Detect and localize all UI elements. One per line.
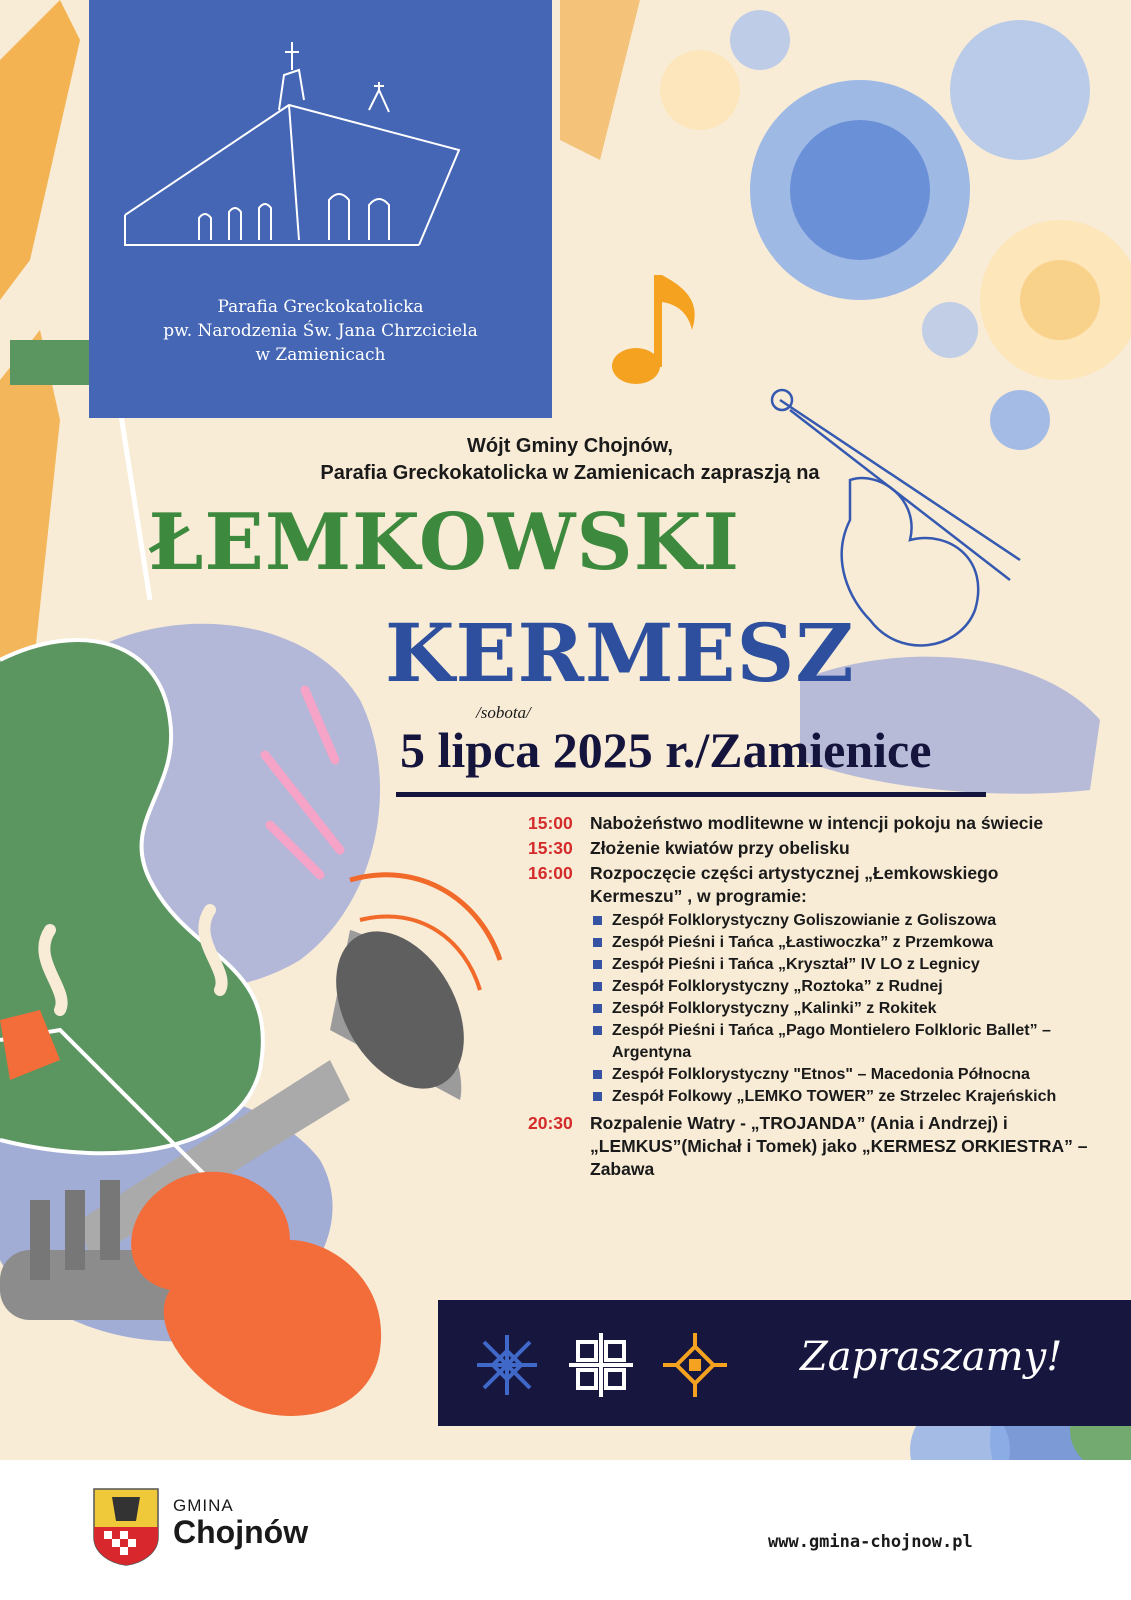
program-item <box>528 862 1088 908</box>
event-day: /sobota/ <box>476 703 531 722</box>
band-name: Zespół Pieśni i Tańca „Pago Montielero Folkloric Ballet” – Argentyna <box>612 1022 1051 1061</box>
gmina-name: Chojnów <box>173 1514 309 1550</box>
band-item <box>593 998 1088 1020</box>
band-name: Zespół Folklorystyczny „Roztoka” z Rudnej <box>612 978 943 995</box>
invitation-banner <box>438 1300 1131 1426</box>
band-name: Zespół Folklorystyczny „Kalinki” z Rokitek <box>612 1000 937 1017</box>
event-date: 5 lipca 2025 r./Zamienice <box>400 722 932 778</box>
square-bullet-icon <box>593 916 602 925</box>
square-bullet-icon <box>593 938 602 947</box>
flowers-top-right <box>660 10 1131 450</box>
website-link[interactable]: www.gmina-chojnow.pl <box>768 1532 973 1552</box>
band-item <box>593 932 1088 954</box>
parish-box <box>89 0 552 418</box>
band-name: Zespół Pieśni i Tańca „Kryształ” IV LO z Legnicy <box>612 956 980 973</box>
parish-line-1: Parafia Greckokatolicka <box>217 297 424 317</box>
band-name: Zespół Folklorystyczny Goliszowianie z Goliszowa <box>612 912 997 929</box>
invitation-intro <box>250 433 890 487</box>
gmina-label: GMINA <box>173 1496 234 1515</box>
program-item <box>528 1112 1088 1181</box>
band-item <box>593 954 1088 976</box>
program-item <box>528 837 1088 860</box>
square-bullet-icon <box>593 1004 602 1013</box>
parish-name <box>89 295 552 367</box>
program-list <box>528 812 1088 1183</box>
band-item <box>593 910 1088 932</box>
band-list <box>593 910 1088 1108</box>
program-text: Rozpoczęcie części artystycznej „Łemkowskiego Kermeszu” , w programie: <box>590 863 999 906</box>
gmina-crest-icon <box>92 1487 160 1567</box>
snowflake-motif-icon <box>566 1330 636 1400</box>
snowflake-motif-icon <box>660 1330 730 1400</box>
band-name: Zespół Folklorystyczny "Etnos" – Macedonia Północna <box>612 1066 1030 1083</box>
square-bullet-icon <box>593 1026 602 1035</box>
band-item <box>593 1064 1088 1086</box>
band-item <box>593 1086 1088 1108</box>
program-time: 16:00 <box>528 863 573 883</box>
square-bullet-icon <box>593 982 602 991</box>
program-item <box>528 812 1088 835</box>
church-outline-icon <box>89 0 552 280</box>
program-time: 15:30 <box>528 838 573 858</box>
orange-brush-right <box>560 0 640 160</box>
parish-line-3: w Zamienicach <box>255 345 386 365</box>
intro-line-2: Parafia Greckokatolicka w Zamienicach zapraszją na <box>320 462 820 484</box>
program-text: Nabożeństwo modlitewne w intencji pokoju na świecie <box>590 813 1044 833</box>
band-name: Zespół Folkowy „LEMKO TOWER” ze Strzelec Krajeńskich <box>612 1088 1057 1105</box>
title-line-2: KERMESZ <box>385 606 855 700</box>
band-name: Zespół Pieśni i Tańca „Łastiwoczka” z Przemkowa <box>612 934 994 951</box>
invite-slogan: Zapraszamy! <box>800 1334 1063 1380</box>
parish-line-2: pw. Narodzenia Św. Jana Chrzciciela <box>163 321 478 341</box>
square-bullet-icon <box>593 1070 602 1079</box>
program-time: 15:00 <box>528 813 573 833</box>
music-note-icon <box>612 275 695 384</box>
square-bullet-icon <box>593 960 602 969</box>
band-item <box>593 1020 1088 1064</box>
footer-strip <box>0 1460 1131 1600</box>
square-bullet-icon <box>593 1092 602 1101</box>
intro-line-1: Wójt Gminy Chojnów, <box>467 435 673 457</box>
title-line-1: ŁEMKOWSKI <box>148 497 741 588</box>
date-underline <box>396 792 986 797</box>
program-time: 20:30 <box>528 1113 573 1133</box>
band-item <box>593 976 1088 998</box>
program-text: Złożenie kwiatów przy obelisku <box>590 838 850 858</box>
snowflake-motif-icon <box>472 1330 542 1400</box>
orange-brush-top <box>0 0 80 300</box>
program-text: Rozpalenie Watry - „TROJANDA” (Ania i Andrzej) i „LEMKUS”(Michał i Tomek) jako „KERMESZ ORKIESTRA” – Zabawa <box>590 1113 1088 1179</box>
